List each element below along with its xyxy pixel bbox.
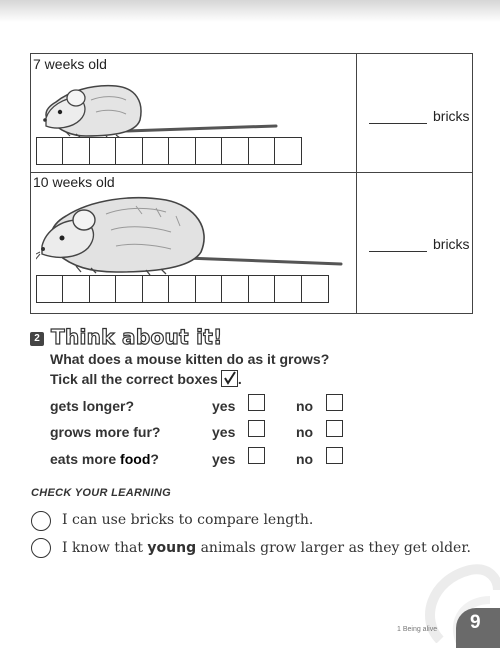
table-row: [31, 54, 472, 173]
brick: [221, 137, 249, 165]
question-item: gets longer?: [50, 398, 135, 414]
older-mouse-illustration: [36, 194, 346, 276]
learning-statement: I can use bricks to compare length.: [62, 512, 314, 528]
age-label: 7 weeks old: [33, 56, 107, 72]
no-checkbox[interactable]: [326, 447, 343, 464]
yes-label: yes: [212, 398, 236, 414]
brick: [195, 275, 223, 303]
answer-blank[interactable]: bricks: [369, 108, 470, 124]
learning-statement: I know that young animals grow larger as they get older.: [62, 540, 471, 556]
section-title: Think about it!: [51, 325, 223, 349]
brick: [168, 137, 196, 165]
brick: [89, 137, 117, 165]
brick: [115, 275, 143, 303]
brick: [195, 137, 223, 165]
brick: [89, 275, 117, 303]
page-number: 9: [470, 612, 481, 633]
age-label: 10 weeks old: [33, 174, 115, 190]
brick-row: [37, 275, 329, 303]
question-instruction: Tick all the correct boxes .: [50, 371, 242, 387]
no-checkbox[interactable]: [326, 420, 343, 437]
tick-example-box: [221, 370, 238, 387]
question-item: grows more fur?: [50, 424, 161, 440]
yes-checkbox[interactable]: [248, 420, 265, 437]
page-top-shadow: [0, 0, 500, 22]
no-checkbox[interactable]: [326, 394, 343, 411]
self-assess-circle[interactable]: [31, 511, 51, 531]
chapter-label: 1 Being alive: [397, 626, 438, 633]
brick: [62, 275, 90, 303]
tick-icon: [223, 371, 237, 385]
yes-checkbox[interactable]: [248, 394, 265, 411]
young-mouse-illustration: [36, 80, 286, 140]
yes-checkbox[interactable]: [248, 447, 265, 464]
yes-label: yes: [212, 451, 236, 467]
brick: [36, 275, 64, 303]
check-learning-heading: CHECK YOUR LEARNING: [31, 487, 171, 499]
brick: [221, 275, 249, 303]
question-line: What does a mouse kitten do as it grows?: [50, 351, 330, 367]
brick: [301, 275, 329, 303]
brick: [142, 137, 170, 165]
brick: [62, 137, 90, 165]
brick: [36, 137, 64, 165]
brick: [274, 275, 302, 303]
yes-label: yes: [212, 424, 236, 440]
mouse-cell: [31, 54, 357, 172]
answer-blank[interactable]: bricks: [369, 236, 470, 252]
brick: [168, 275, 196, 303]
question-item: eats more food?: [50, 451, 159, 467]
self-assess-circle[interactable]: [31, 538, 51, 558]
no-label: no: [296, 424, 314, 440]
table-row: [31, 172, 472, 313]
no-label: no: [296, 451, 314, 467]
no-label: no: [296, 398, 314, 414]
brick: [115, 137, 143, 165]
answer-line[interactable]: [369, 251, 427, 252]
brick: [248, 137, 276, 165]
section-number-badge: 2: [30, 332, 44, 346]
brick: [142, 275, 170, 303]
brick: [274, 137, 302, 165]
measurement-table: [30, 53, 473, 314]
answer-line[interactable]: [369, 123, 427, 124]
brick-row: [37, 137, 302, 165]
mouse-cell: [31, 172, 357, 313]
brick: [248, 275, 276, 303]
